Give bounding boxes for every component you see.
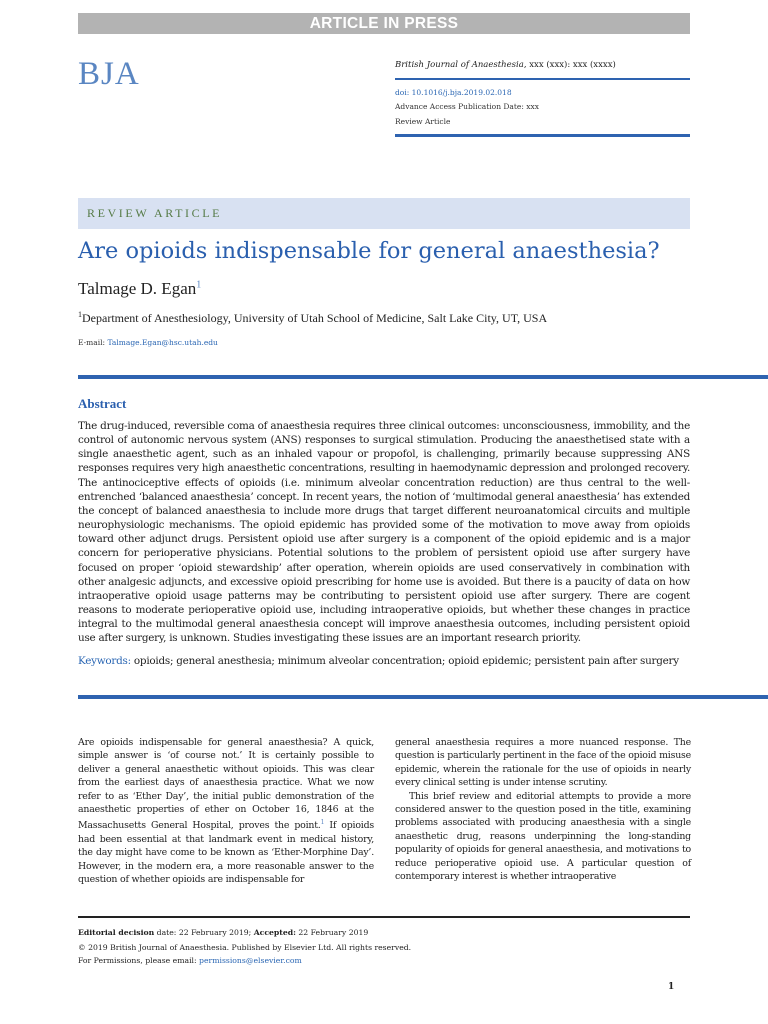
abstract-heading: Abstract	[78, 396, 127, 411]
header-rule-top	[395, 78, 690, 80]
author-name: Talmage D. Egan	[78, 279, 197, 298]
abstract-rule-top	[78, 375, 768, 379]
affiliation-text: Department of Anesthesiology, University of Utah School of Medicine, Salt Lake City, UT, USA	[82, 311, 548, 325]
abstract-text: The drug-induced, reversible coma of anaesthesia requires three clinical outcomes: unconsciousness, immobility, and the control of autonomic nervous system (ANS) responses to surgical stimulation. Producing the anaesthetised state with a single anaesthetic agent, such as an inhaled vapour or propofol, is challenging, primarily because suppressing ANS responses requires very high anaesthetic concentrations, resulting in haemodynamic depression and prolonged recovery. The antinociceptive effects of opioids (i.e. minimum alveolar concentration reduction) are thus central to the well-entrenched ‘balanced anaesthesia’ concept. In recent years, the notion of ‘multimodal general anaesthesia’ has extended the concept of balanced anaesthesia to include more drugs that target different neuroanatomical circuits and multiple neurophysiologic mechanisms. The opioid epidemic has provided some of the motivation to move away from opioids toward other adjunct drugs. Persistent opioid use after surgery is a component of the opioid epidemic and is a major concern for perioperative physicians. Potential solutions to the problem of persistent opioid use after surgery have focused on proper ‘opioid stewardship’ after operation, wherein opioids are used conservatively in combination with other analgesic adjuncts, and excessive opioid prescribing for home use is avoided. But there is a paucity of data on how intraoperative opioid usage patterns may be contributing to persistent opioid use after surgery. There are cogent reasons to moderate perioperative opioid use, including intraoperative opioids, but whether these changes in practice integral to the multimodal general anaesthesia concept will improve anaesthesia outcomes, including persistent opioid use after surgery, is unknown. Studies investigating these issues are an important research priority.	[78, 420, 690, 645]
section-label: REVIEW ARTICLE	[87, 206, 223, 220]
advance-access-date: Advance Access Publication Date: xxx	[395, 102, 539, 111]
accepted-label: Accepted:	[253, 928, 296, 937]
permissions-line	[78, 956, 302, 965]
email-link[interactable]: Talmage.Egan@hsc.utah.edu	[107, 338, 218, 347]
journal-volume: , xxx (xxx): xxx (xxxx)	[523, 60, 616, 70]
body-column-left	[78, 736, 374, 887]
section-band	[78, 198, 690, 229]
abstract-rule-bottom	[78, 695, 768, 699]
journal-citation	[395, 60, 616, 70]
author-affiliation-marker[interactable]: 1	[196, 279, 202, 291]
page-number: 1	[668, 982, 675, 992]
email-label: E-mail:	[78, 338, 106, 347]
copyright-line: © 2019 British Journal of Anaesthesia. Published by Elsevier Ltd. All rights reserved.	[78, 943, 412, 952]
editorial-dates	[78, 928, 368, 937]
affiliation-marker: 1	[78, 310, 82, 319]
accepted-date: 22 February 2019	[295, 928, 369, 937]
reference-marker[interactable]: 1	[320, 819, 325, 827]
affiliation	[78, 310, 547, 326]
journal-name: British Journal of Anaesthesia	[395, 60, 524, 70]
keywords-list: opioids; general anesthesia; minimum alveolar concentration; opioid epidemic; persistent pain after surgery	[133, 655, 679, 667]
article-in-press-banner: ARTICLE IN PRESS	[78, 13, 690, 34]
permissions-email-link[interactable]: permissions@elsevier.com	[199, 956, 302, 965]
editorial-label: Editorial decision	[78, 928, 155, 937]
article-type: Review Article	[395, 117, 451, 126]
bja-logo: BJA	[78, 56, 140, 92]
editorial-date: date: 22 February 2019;	[154, 928, 254, 937]
keywords-line	[78, 655, 718, 667]
keywords-label: Keywords:	[78, 655, 131, 667]
body-paragraph: This brief review and editorial attempts to provide a more considered answer to the question posed in the title, examining problems associated with producing anaesthesia with a single anaesthetic drug, reasons underpinning the long-standing popularity of opioids for general anaesthesia, and motivations to reduce perioperative opioid use. A particular question of contemporary interest is whether intraoperative	[395, 790, 691, 883]
body-paragraph: general anaesthesia requires a more nuanced response. The question is particularly pertinent in the face of the opioid misuse epidemic, wherein the rationale for the use of opioids in nearly every clinical setting is under intense scrutiny.	[395, 737, 691, 789]
author-line	[78, 279, 201, 299]
doi-label: doi:	[395, 88, 410, 97]
header-rule-bottom	[395, 134, 690, 137]
body-column-right	[395, 736, 691, 883]
email-line	[78, 338, 218, 347]
doi-link[interactable]: 10.1016/j.bja.2019.02.018	[411, 88, 512, 97]
body-paragraph	[78, 736, 374, 887]
doi-line	[395, 88, 512, 97]
body-text: If opioids had been essential at that landmark event in medical history, the day might have come to be known as ‘Ether-Morphine Day’. However, in the modern era, a more reasonable answer to the question of whether opioids are indispensable for	[78, 820, 374, 886]
article-title: Are opioids indispensable for general anaesthesia?	[78, 238, 660, 264]
permissions-text: For Permissions, please email:	[78, 956, 200, 965]
footer-rule	[78, 916, 690, 918]
body-text: Are opioids indispensable for general anaesthesia? A quick, simple answer is ‘of course not.’ It is certainly possible to deliver a general anaesthetic without opioids. This was clear from the earliest days of anaesthesia practice. What we now refer to as ‘Ether Day’, the initial public demonstration of the anaesthetic properties of ether on October 16, 1846 at the Massachusetts General Hospital, proves the point.	[78, 737, 374, 832]
